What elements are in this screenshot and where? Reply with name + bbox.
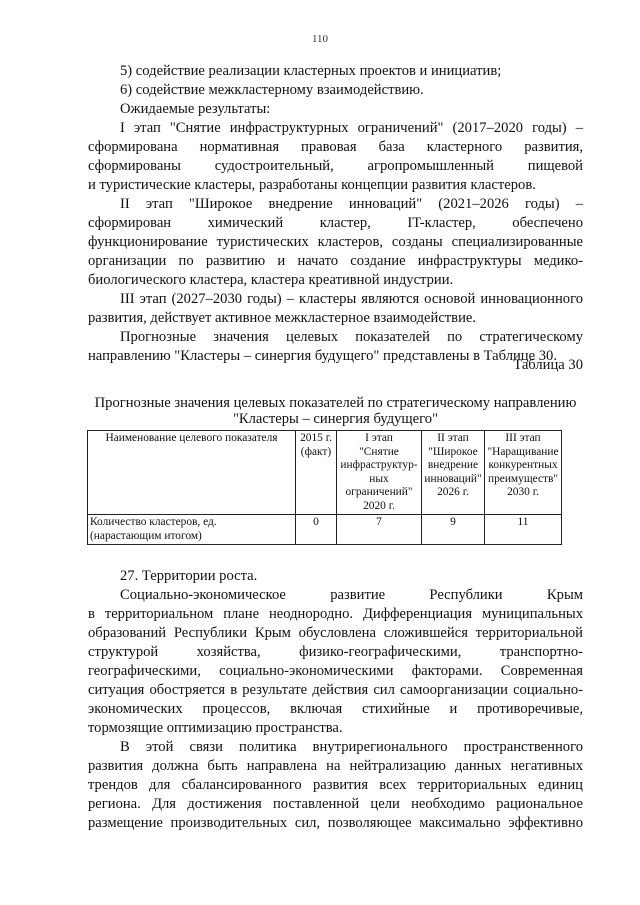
header-indicator-name bbox=[88, 431, 296, 515]
section27-heading: 27. Территории роста. bbox=[120, 568, 258, 584]
header-line: "Наращивание bbox=[487, 445, 559, 458]
stage3-line: развития, действует активное межкластерное взаимодействие. bbox=[88, 310, 477, 326]
header-line: преимуществ" bbox=[487, 472, 559, 485]
stage2-line: биологического кластера, кластера креативной индустрии. bbox=[88, 272, 454, 288]
section27-p1-line: тормозящие оптимизацию пространства. bbox=[88, 720, 343, 736]
header-line: ограничений" bbox=[345, 486, 413, 498]
stage2-line: II этап "Широкое внедрение инноваций" (2021–2026 годы) – bbox=[120, 196, 583, 212]
section27-p2-line: развития должна быть направлена на нейтрализацию данных негативных bbox=[88, 758, 583, 774]
forecast-intro-paragraph bbox=[88, 328, 583, 366]
stage3-paragraph bbox=[88, 290, 583, 328]
header-line: Наименование целевого показателя bbox=[105, 432, 278, 444]
cell-value-2020: 7 bbox=[337, 515, 422, 545]
header-line: инфраструктур- bbox=[340, 459, 418, 471]
header-line: I этап bbox=[365, 432, 393, 444]
stage2-line: функционирование туристических кластеров, созданы специализированные bbox=[88, 234, 583, 250]
cell-value-2030: 11 bbox=[485, 515, 562, 545]
stage2-paragraph bbox=[88, 195, 583, 290]
section27-p2-line: трендов для сбалансированного развития всех территориальных единиц bbox=[88, 777, 583, 793]
forecast-intro-line: направлению "Кластеры – синергия будущего" представлены в Таблице 30. bbox=[88, 348, 557, 364]
stage1-line: I этап "Снятие инфраструктурных ограничений" (2017–2020 годы) – bbox=[120, 120, 583, 136]
section27-p1-line: структурой хозяйства, физико-географическими, транспортно- bbox=[88, 644, 583, 660]
stage1-line: сформированы судостроительный, агропромышленный пищевой bbox=[88, 158, 583, 174]
table-label: Таблица 30 bbox=[513, 357, 583, 373]
section27-p2-line: региона. Для достижения поставленной цели необходимо рациональное bbox=[88, 796, 583, 812]
expected-results-heading: Ожидаемые результаты: bbox=[120, 101, 271, 117]
header-line: III этап bbox=[505, 432, 541, 444]
section27-p1-line: образований Республики Крым обусловлена сложившейся территориальной bbox=[88, 625, 583, 641]
cell-value-2026: 9 bbox=[422, 515, 485, 545]
section27-paragraph-1 bbox=[88, 586, 583, 738]
section27-block bbox=[88, 567, 583, 833]
section27-p1-line: ситуация обостряется в результате действия сил самоорганизации социально- bbox=[88, 682, 583, 698]
header-line: внедрение bbox=[427, 459, 479, 471]
section27-p1-line: географическими, социально-экономическими факторами. Современная bbox=[88, 663, 583, 679]
table-title-line: "Кластеры – синергия будущего" bbox=[232, 411, 439, 427]
header-line: II этап bbox=[437, 432, 469, 444]
header-line: 2026 г. bbox=[437, 486, 469, 498]
page-number: 110 bbox=[311, 33, 329, 45]
indicators-table bbox=[87, 430, 562, 545]
header-line: 2030 г. bbox=[507, 486, 539, 498]
header-stage3 bbox=[485, 431, 562, 515]
header-line: "Снятие bbox=[359, 445, 399, 458]
header-line: 2015 г. bbox=[300, 432, 332, 444]
cell-line: Количество кластеров, ед. bbox=[90, 516, 217, 528]
section27-p1-line: в территориальном плане неоднородно. Дифференциация муниципальных bbox=[88, 606, 583, 622]
stage1-line: сформирована нормативная правовая база кластерного развития, bbox=[88, 139, 583, 155]
header-stage2 bbox=[422, 431, 485, 515]
section27-p1-line: экономических процессов, включая стихийные и противоречивые, bbox=[88, 701, 583, 717]
cell-indicator-name bbox=[88, 515, 296, 545]
table-title bbox=[88, 395, 583, 427]
section27-p2-line: размещение производительных сил, позволяющее максимально эффективно bbox=[88, 815, 583, 831]
header-line: "Широкое bbox=[428, 445, 478, 458]
section27-p2-line: В этой связи политика внутрирегионального пространственного bbox=[120, 739, 583, 755]
section27-paragraph-2 bbox=[88, 738, 583, 833]
stage1-line: и туристические кластеры, разработаны концепции развития кластеров. bbox=[88, 177, 536, 193]
stage1-paragraph bbox=[88, 119, 583, 195]
header-line: инноваций" bbox=[424, 472, 482, 485]
section27-p1-line: Социально-экономическое развитие Республики Крым bbox=[120, 587, 583, 603]
stage3-line: III этап (2027–2030 годы) – кластеры являются основой инновационного bbox=[120, 291, 583, 307]
stage2-line: организации по развитию и начато создание инфраструктуры медико- bbox=[88, 253, 583, 269]
header-line: 2020 г. bbox=[363, 499, 395, 512]
cell-line: (нарастающим итогом) bbox=[90, 529, 202, 542]
table-row bbox=[88, 515, 562, 545]
header-stage1 bbox=[337, 431, 422, 515]
table-title-line: Прогнозные значения целевых показателей по стратегическому направлению bbox=[94, 395, 577, 411]
table-header-row bbox=[88, 431, 562, 515]
list-item-5: 5) содействие реализации кластерных проектов и инициатив; bbox=[120, 63, 502, 79]
top-text-block bbox=[88, 62, 583, 366]
header-2015-fact bbox=[296, 431, 337, 515]
header-line: (факт) bbox=[300, 445, 332, 458]
header-line: ных bbox=[369, 472, 389, 485]
list-item-6: 6) содействие межкластерному взаимодействию. bbox=[120, 82, 424, 98]
header-line: конкурентных bbox=[488, 459, 558, 471]
forecast-intro-line: Прогнозные значения целевых показателей по стратегическому bbox=[120, 329, 583, 345]
stage2-line: сформирован химический кластер, IT-кластер, обеспечено bbox=[88, 215, 583, 231]
cell-value-2015: 0 bbox=[296, 515, 337, 545]
